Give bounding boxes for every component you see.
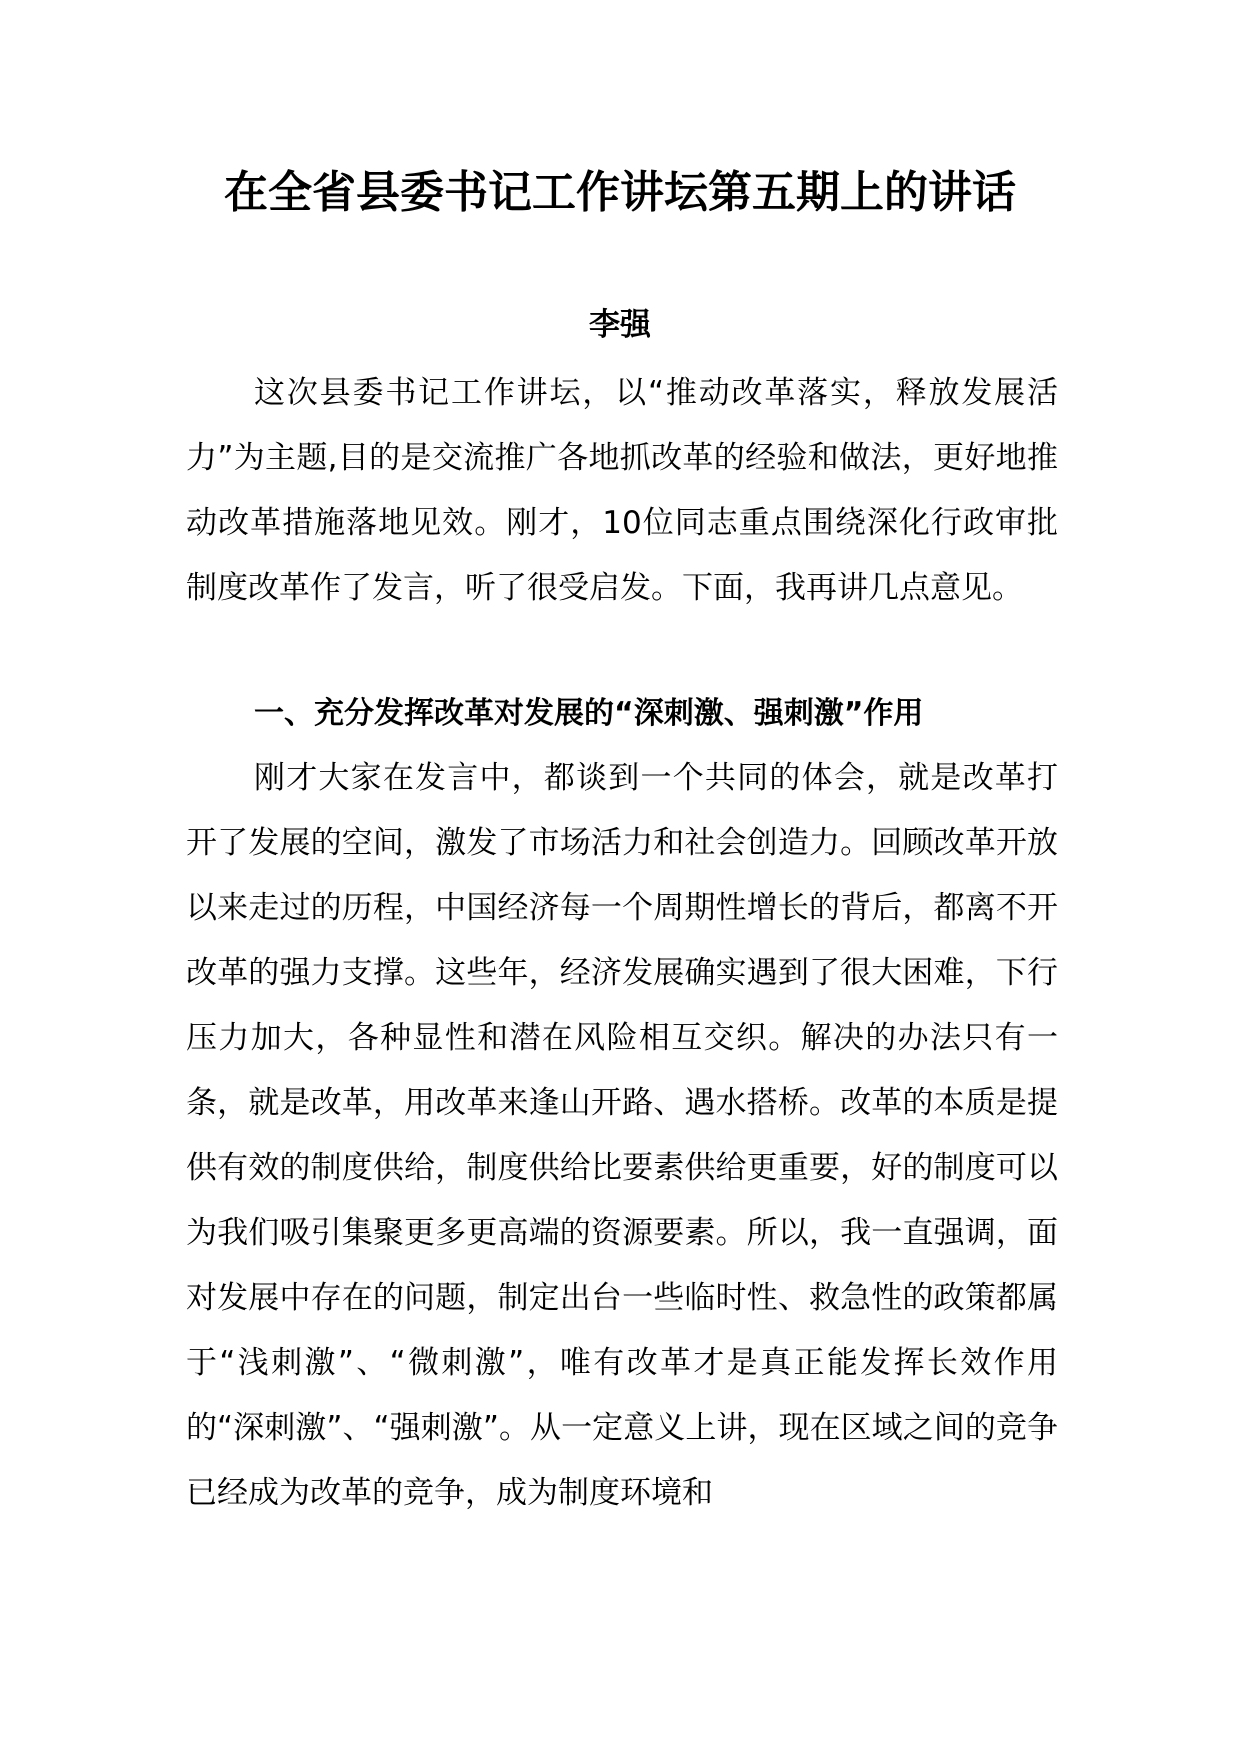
section-paragraph: 刚才大家在发言中，都谈到一个共同的体会，就是改革打开了发展的空间，激发了市场活力和社会创造力。回顾改革开放以来走过的历程，中国经济每一个周期性增长的背后，都离不开改革的强力支撑。这些年，经济发展确实遇到了很大困难，下行压力加大，各种显性和潜在风险相互交织。解决的办法只有一条，就是改革，用改革来逢山开路、遇水搭桥。改革的本质是提供有效的制度供给，制度供给比要素供给更重要，好的制度可以为我们吸引集聚更多更高端的资源要素。所以，我一直强调，面对发展中存在的问题，制定出台一些临时性、救急性的政策都属于“浅刺激”、“微刺激”，唯有改革才是真正能发挥长效作用的“深刺激”、“强刺激”。从一定意义上讲，现在区域之间的竞争已经成为改革的竞争，成为制度环境和 xyxy=(186,760,1058,1511)
section-heading: 一、充分发挥改革对发展的“深刺激、强刺激”作用 xyxy=(254,696,924,731)
document-title: 在全省县委书记工作讲坛第五期上的讲话 xyxy=(224,167,1016,218)
intro-paragraph: 这次县委书记工作讲坛，以“推动改革落实，释放发展活力”为主题,目的是交流推广各地抓改革的经验和做法，更好地推动改革措施落地见效。刚才，10位同志重点围绕深化行政审批制度改革作了发言，听了很受启发。下面，我再讲几点意见。 xyxy=(186,375,1058,606)
document-author: 李强 xyxy=(589,307,651,343)
